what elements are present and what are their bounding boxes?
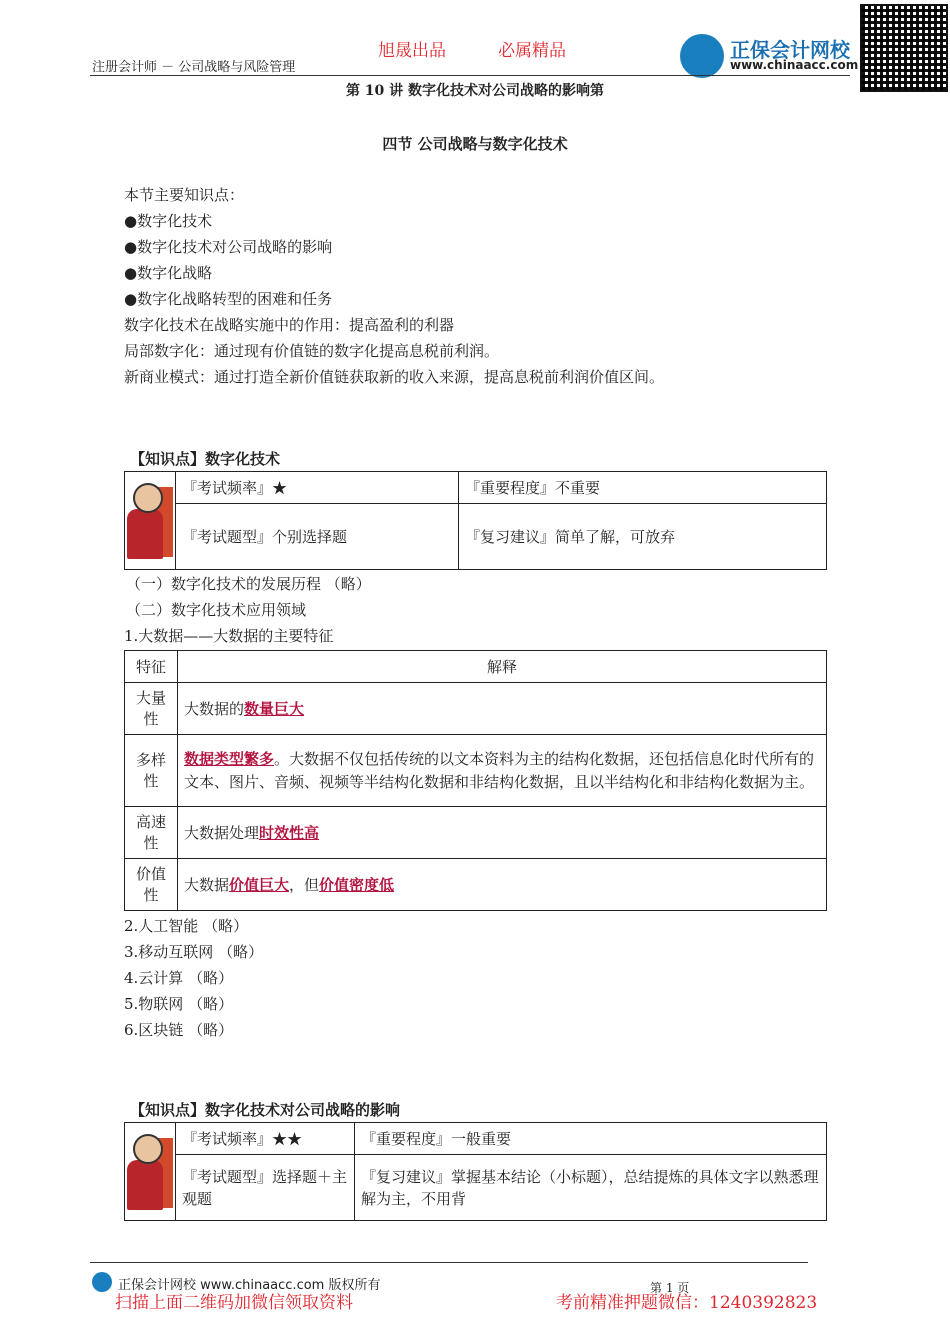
kp2-frequency: 『考试频率』★★ xyxy=(176,1123,355,1155)
knowledge-point-heading: 【知识点】数字化技术对公司战略的影响 xyxy=(130,1101,401,1119)
intro-line: 局部数字化：通过现有价值链的数字化提高息税前利润。 xyxy=(124,342,500,360)
kp2-importance: 『重要程度』一般重要 xyxy=(355,1123,827,1155)
intro-line: ●数字化战略转型的困难和任务 xyxy=(124,290,333,308)
kp2-info-table xyxy=(124,1122,827,1221)
intro-line: 本节主要知识点： xyxy=(124,186,245,204)
kp1-frequency: 『考试频率』★ xyxy=(176,472,459,504)
kp1-advice: 『复习建议』简单了解，可放弃 xyxy=(459,504,827,570)
intro-line: ●数字化战略 xyxy=(124,264,213,282)
intro-line: 新商业模式：通过打造全新价值链获取新的收入来源，提高息税前利润价值区间。 xyxy=(124,368,665,386)
brand-slogan-1: 旭晟出品 xyxy=(378,41,446,61)
table-row xyxy=(125,683,827,735)
bigdata-table xyxy=(124,650,827,911)
intro-line: ●数字化技术对公司战略的影响 xyxy=(124,238,333,256)
column-header: 特征 xyxy=(125,651,178,683)
logo-name: 正保会计网校 xyxy=(730,38,850,62)
promo-right: 考前精准押题微信：1240392823 xyxy=(556,1293,818,1313)
table-row xyxy=(125,807,827,859)
list-item: 5.物联网 （略） xyxy=(124,995,234,1013)
column-header: 解释 xyxy=(178,651,827,683)
highlight: 数量巨大 xyxy=(244,700,305,718)
explain-cell: 大数据处理时效性高 xyxy=(178,807,827,859)
explain-cell: 大数据价值巨大，但价值密度低 xyxy=(178,859,827,911)
intro-line: 数字化技术在战略实施中的作用：提高盈利的利器 xyxy=(124,316,455,334)
page-number: 第 1 页 xyxy=(650,1281,690,1295)
knowledge-point-heading: 【知识点】数字化技术 xyxy=(130,450,281,468)
table-row xyxy=(125,735,827,807)
explain-cell: 大数据的数量巨大 xyxy=(178,683,827,735)
feature-cell: 大量性 xyxy=(125,683,178,735)
highlight: 价值巨大 xyxy=(229,876,290,894)
header-divider xyxy=(90,75,850,76)
list-item: 6.区块链 （略） xyxy=(124,1021,234,1039)
kp1-info-table xyxy=(124,471,827,570)
brand-slogan-2: 必属精品 xyxy=(498,41,566,61)
section-line: 1.大数据——大数据的主要特征 xyxy=(124,627,334,645)
section-line: （二）数字化技术应用领域 xyxy=(126,601,307,619)
course-name: 注册会计师 － 公司战略与风险管理 xyxy=(92,60,296,75)
teacher-avatar xyxy=(125,1123,176,1221)
teacher-avatar xyxy=(125,472,176,570)
kp2-advice: 『复习建议』掌握基本结论（小标题），总结提炼的具体文字以熟悉理解为主，不用背 xyxy=(355,1155,827,1221)
list-item: 4.云计算 （略） xyxy=(124,969,234,987)
promo-left: 扫描上面二维码加微信领取资料 xyxy=(115,1293,353,1313)
explain-cell: 数据类型繁多。大数据不仅包括传统的以文本资料为主的结构化数据，还包括信息化时代所有的文本、图片、音频、视频等半结构化数据和非结构化数据，且以半结构化和非结构化数据为主。 xyxy=(178,735,827,807)
highlight: 价值密度低 xyxy=(319,876,395,894)
section-line: （一）数字化技术的发展历程 （略） xyxy=(126,575,371,593)
feature-cell: 价值性 xyxy=(125,859,178,911)
kp1-importance: 『重要程度』不重要 xyxy=(459,472,827,504)
list-item: 3.移动互联网 （略） xyxy=(124,943,264,961)
kp1-question-type: 『考试题型』个别选择题 xyxy=(176,504,459,570)
kp2-question-type: 『考试题型』选择题＋主观题 xyxy=(176,1155,355,1221)
feature-cell: 多样性 xyxy=(125,735,178,807)
feature-cell: 高速性 xyxy=(125,807,178,859)
intro-line: ●数字化技术 xyxy=(124,212,213,230)
chinaacc-logo-icon xyxy=(680,34,724,78)
section-title: 四节 公司战略与数字化技术 xyxy=(382,135,568,153)
highlight: 时效性高 xyxy=(259,824,320,842)
table-row xyxy=(125,859,827,911)
footer-logo-icon xyxy=(92,1272,112,1292)
lecture-title: 第 10 讲 数字化技术对公司战略的影响第 xyxy=(345,83,605,99)
logo-url: www.chinaacc.com xyxy=(730,58,859,72)
footer-divider xyxy=(90,1262,808,1263)
footer-copyright: 正保会计网校 www.chinaacc.com 版权所有 xyxy=(118,1278,381,1293)
qr-code-icon xyxy=(860,4,948,92)
list-item: 2.人工智能 （略） xyxy=(124,917,249,935)
highlight: 数据类型繁多 xyxy=(184,749,275,768)
